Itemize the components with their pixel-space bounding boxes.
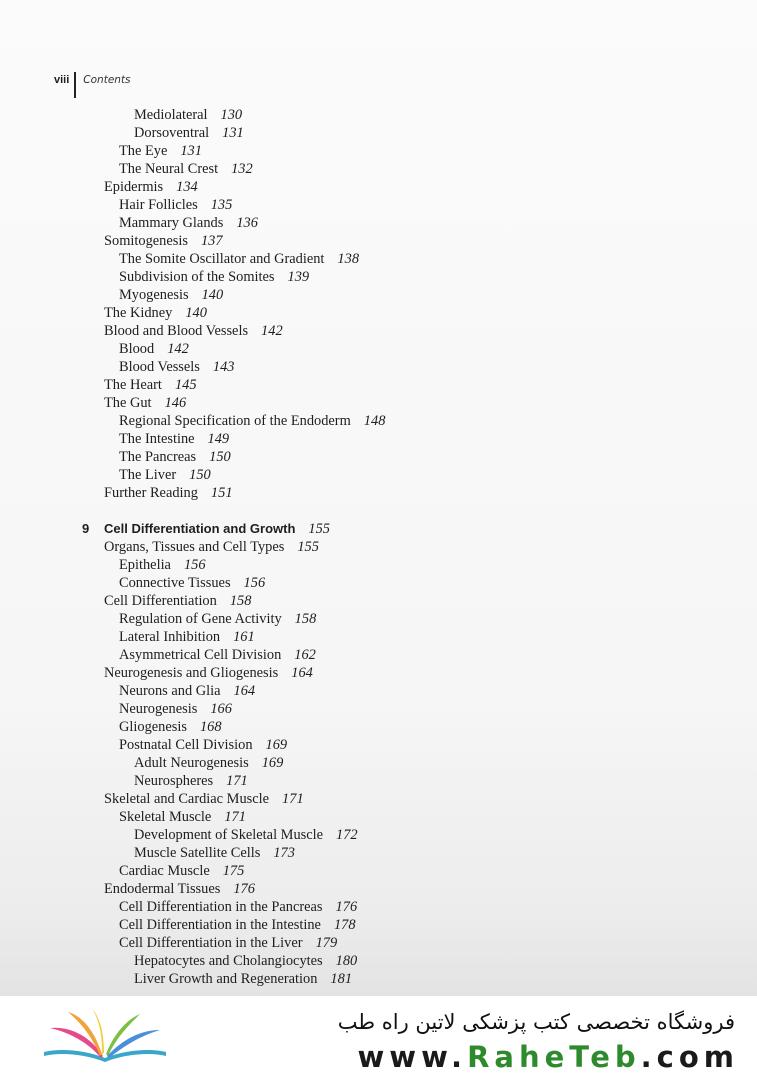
toc-entry-title: Somitogenesis: [104, 233, 188, 249]
toc-entry-page: 149: [207, 431, 230, 447]
toc-entry: [134, 826, 358, 844]
toc-entry-title: Epidermis: [104, 179, 164, 195]
toc-entry-title: The Eye: [119, 143, 168, 159]
toc-entry-page: 168: [199, 719, 222, 735]
toc-entry-title: Epithelia: [119, 557, 171, 573]
toc-entry: [119, 340, 189, 358]
toc-entry-title: Cell Differentiation: [104, 593, 217, 609]
toc-entry: [104, 538, 319, 556]
open-book-logo-icon: [40, 1006, 170, 1066]
toc-entry-title: Adult Neurogenesis: [134, 755, 249, 771]
toc-entry: [119, 142, 202, 160]
toc-entry-page: 161: [233, 629, 255, 645]
toc-entry-page: 176: [233, 881, 255, 897]
toc-entry: [104, 790, 304, 808]
site-url: [358, 1040, 739, 1074]
toc-entry-page: 156: [243, 575, 266, 591]
toc-entry: [119, 160, 253, 178]
toc-entry-title: The Gut: [104, 395, 152, 411]
toc-entry-page: 136: [236, 215, 258, 231]
toc-entry: [104, 304, 207, 322]
url-prefix: www.: [357, 1040, 468, 1074]
toc-entry: [119, 430, 229, 448]
toc-entry-title: Myogenesis: [119, 287, 189, 303]
toc-entry: [134, 970, 352, 988]
toc-entry-page: 155: [308, 521, 330, 537]
toc-entry-title: Endodermal Tissues: [104, 881, 221, 897]
toc-entry-title: Liver Growth and Regeneration: [134, 971, 318, 987]
url-brand: RaheTeb: [467, 1040, 641, 1074]
toc-entry-page: 148: [363, 413, 386, 429]
toc-entry-title: Connective Tissues: [119, 575, 231, 591]
toc-entry-title: Blood and Blood Vessels: [104, 323, 249, 339]
toc-entry-title: Lateral Inhibition: [119, 629, 221, 645]
toc-entry-page: 166: [210, 701, 232, 717]
toc-entry: [119, 808, 246, 826]
shop-name: فروشگاه تخصصی کتب پزشکی لاتین راه طب: [337, 1010, 735, 1034]
toc-entry-title: The Heart: [104, 377, 162, 393]
toc-entry: [119, 268, 309, 286]
toc-entry-title: Development of Skeletal Muscle: [134, 827, 324, 843]
toc-entry-page: 143: [212, 359, 235, 375]
toc-entry-title: Neurospheres: [134, 773, 214, 789]
toc-entry-page: 135: [210, 197, 233, 213]
toc-entry: [104, 232, 223, 250]
toc-entry: [119, 196, 232, 214]
toc-entry-page: 145: [174, 377, 197, 393]
toc-entry: [104, 322, 283, 340]
toc-entry-page: 156: [183, 557, 206, 573]
toc-entry-page: 134: [176, 179, 198, 195]
toc-entry: [119, 682, 255, 700]
toc-entry-page: 175: [222, 863, 245, 879]
toc-entry-title: The Kidney: [104, 305, 173, 321]
toc-entry-page: 151: [210, 485, 233, 501]
toc-entry: [104, 592, 251, 610]
toc-entry-page: 162: [294, 647, 316, 663]
toc-entry: [104, 178, 198, 196]
toc-entry-title: Muscle Satellite Cells: [134, 845, 261, 861]
toc-entry: [119, 286, 223, 304]
toc-entry-title: Organs, Tissues and Cell Types: [104, 539, 285, 555]
toc-entry: [119, 628, 255, 646]
toc-entry: [119, 646, 316, 664]
toc-entry-page: 169: [261, 755, 284, 771]
toc-entry: [104, 376, 197, 394]
toc-entry: [134, 844, 295, 862]
toc-entry-title: Postnatal Cell Division: [119, 737, 253, 753]
toc-entry-page: 150: [209, 449, 231, 465]
toc-entry-page: 142: [261, 323, 283, 339]
toc-entry-title: Skeletal and Cardiac Muscle: [104, 791, 270, 807]
toc-entry: [134, 772, 248, 790]
toc-chapter-heading: [104, 520, 330, 538]
toc-entry-title: Dorsoventral: [134, 125, 210, 141]
toc-entry-page: 178: [333, 917, 356, 933]
toc-entry-title: The Pancreas: [119, 449, 197, 465]
toc-entry: [119, 934, 337, 952]
toc-entry-page: 138: [337, 251, 360, 267]
toc-entry: [134, 124, 244, 142]
toc-entry-page: 137: [200, 233, 223, 249]
toc-entry-title: Mammary Glands: [119, 215, 224, 231]
section-label: Contents: [83, 74, 131, 86]
toc-entry: [119, 736, 287, 754]
toc-entry-page: 173: [273, 845, 295, 861]
page-number: viii: [54, 74, 70, 86]
toc-entry-title: Regional Specification of the Endoderm: [119, 413, 351, 429]
toc-entry: [119, 358, 234, 376]
toc-entry-title: The Somite Oscillator and Gradient: [119, 251, 325, 267]
toc-entry-title: Hepatocytes and Cholangiocytes: [134, 953, 323, 969]
toc-entry-page: 155: [297, 539, 319, 555]
toc-entry: [104, 664, 313, 682]
toc-entry: [119, 898, 357, 916]
toc-entry-page: 171: [226, 773, 248, 789]
toc-entry-page: 172: [336, 827, 358, 843]
toc-entry-page: 180: [335, 953, 358, 969]
toc-entry-title: Cell Differentiation in the Liver: [119, 935, 303, 951]
toc-entry-title: Cell Differentiation in the Intestine: [119, 917, 321, 933]
toc-entry-page: 176: [335, 899, 358, 915]
toc-entry-title: Hair Follicles: [119, 197, 198, 213]
running-head: [54, 72, 131, 98]
toc-chapter-number: 9: [82, 521, 90, 536]
toc-entry-title: Cell Differentiation in the Pancreas: [119, 899, 323, 915]
toc-entry-page: 171: [282, 791, 304, 807]
toc-entry-page: 169: [265, 737, 288, 753]
toc-entry-page: 164: [233, 683, 256, 699]
toc-entry: [134, 754, 283, 772]
toc-entry: [119, 214, 258, 232]
toc-entry-page: 146: [164, 395, 187, 411]
toc-entry: [119, 448, 231, 466]
toc-entry-page: 164: [291, 665, 313, 681]
toc-entry-title: Blood Vessels: [119, 359, 200, 375]
toc-entry: [119, 250, 359, 268]
toc-entry: [119, 610, 316, 628]
toc-entry-page: 179: [315, 935, 338, 951]
toc-entry: [119, 574, 265, 592]
toc-entry: [104, 880, 255, 898]
toc-entry: [119, 916, 356, 934]
toc-entry-page: 181: [330, 971, 353, 987]
toc-entry-title: The Intestine: [119, 431, 195, 447]
toc-entry: [119, 718, 222, 736]
toc-entry: [134, 952, 357, 970]
toc-entry-page: 158: [229, 593, 252, 609]
toc-entry: [119, 862, 244, 880]
toc-entry-title: Neurogenesis and Gliogenesis: [104, 665, 279, 681]
toc-entry: [119, 412, 385, 430]
toc-entry-page: 171: [224, 809, 246, 825]
toc-entry-title: The Neural Crest: [119, 161, 219, 177]
toc-entry: [104, 394, 186, 412]
toc-entry-page: 140: [185, 305, 207, 321]
toc-entry: [104, 484, 233, 502]
toc-entry-title: Neurons and Glia: [119, 683, 221, 699]
toc-entry-page: 142: [167, 341, 189, 357]
toc-entry-page: 131: [180, 143, 202, 159]
toc-entry-title: Cell Differentiation and Growth: [104, 521, 296, 536]
toc-entry-page: 139: [287, 269, 310, 285]
toc-entry-title: Mediolateral: [134, 107, 208, 123]
toc-entry-title: Blood: [119, 341, 155, 357]
toc-entry-title: Regulation of Gene Activity: [119, 611, 282, 627]
toc-entry: [119, 466, 211, 484]
toc-entry-title: Asymmetrical Cell Division: [119, 647, 282, 663]
watermark-banner: [0, 996, 757, 1080]
toc-entry-title: Neurogenesis: [119, 701, 198, 717]
toc-entry: [119, 700, 232, 718]
toc-entry-title: Skeletal Muscle: [119, 809, 212, 825]
url-suffix: .com: [640, 1040, 739, 1074]
toc-entry-title: Cardiac Muscle: [119, 863, 210, 879]
toc-entry-page: 131: [222, 125, 244, 141]
toc-entry-title: Further Reading: [104, 485, 198, 501]
toc-entry-page: 150: [189, 467, 211, 483]
toc-entry-page: 130: [220, 107, 243, 123]
toc-entry-page: 158: [294, 611, 317, 627]
toc-entry-title: The Liver: [119, 467, 177, 483]
toc-entry: [119, 556, 206, 574]
toc-entry-page: 132: [231, 161, 253, 177]
toc-entry: [134, 106, 242, 124]
toc-entry-page: 140: [201, 287, 224, 303]
toc-entry-title: Gliogenesis: [119, 719, 187, 735]
toc-entry-title: Subdivision of the Somites: [119, 269, 275, 285]
